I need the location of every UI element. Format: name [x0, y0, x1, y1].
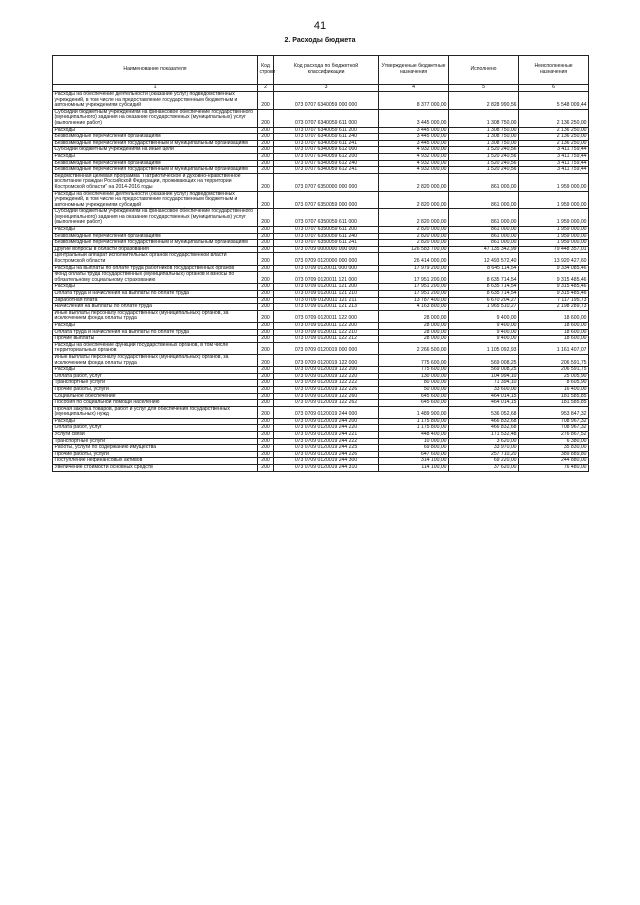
row-approved: 17 979 200,00	[379, 265, 449, 272]
row-name: Прочая закупка товаров, работ и услуг для обеспечения государственных (муниципальных) нужд	[53, 406, 258, 418]
row-approved: 1 175 800,00	[379, 418, 449, 425]
row-name: Другие вопросы в области образования	[53, 246, 258, 253]
table-row	[53, 253, 589, 265]
row-name: Фонд оплаты труда государственных (муниципальных) органов и взносы по обязательному социальному страхованию	[53, 272, 258, 284]
row-approved: 448 400,00	[379, 432, 449, 439]
row-unexecuted: 6 380,00	[519, 438, 589, 445]
row-budget-code: 073 0709 0120019 244 221	[274, 432, 379, 439]
row-unexecuted: 2 136 250,00	[519, 140, 589, 147]
row-unexecuted: 276 867,52	[519, 432, 589, 439]
row-name: Заработная плата	[53, 297, 258, 304]
row-unexecuted: 18 600,00	[519, 322, 589, 329]
row-line-code: 200	[258, 233, 274, 240]
row-name: Расходы	[53, 153, 258, 160]
row-name: Пособия по социальной помощи населению	[53, 400, 258, 407]
row-unexecuted: 3 411 759,44	[519, 153, 589, 160]
row-line-code: 200	[258, 310, 274, 322]
row-name: Центральный аппарат исполнительных органов государственной власти Костромской области	[53, 253, 258, 265]
row-budget-code: 073 0707 6340059 611 241	[274, 140, 379, 147]
row-name: Иные выплаты персоналу государственных (муниципальных) органов, за исключением фонда оплаты труда	[53, 310, 258, 322]
row-budget-code: 073 0709 0120011 121 210	[274, 291, 379, 298]
row-executed: 33 970,00	[449, 445, 519, 452]
row-unexecuted: 2 198 289,73	[519, 304, 589, 311]
row-unexecuted: 1 959 000,00	[519, 227, 589, 234]
row-unexecuted: 7 117 195,73	[519, 297, 589, 304]
row-line-code: 200	[258, 400, 274, 407]
row-executed: 2 828 990,56	[449, 92, 519, 110]
row-name: Прочие работы, услуги	[53, 451, 258, 458]
row-unexecuted: 953 847,32	[519, 406, 589, 418]
row-line-code: 200	[258, 373, 274, 380]
row-unexecuted: 13 920 427,60	[519, 253, 589, 265]
row-line-code: 200	[258, 153, 274, 160]
row-budget-code: 073 0709 0120019 244 222	[274, 438, 379, 445]
row-budget-code: 073 0709 0120011 122 212	[274, 336, 379, 343]
row-executed: 1 520 240,56	[449, 153, 519, 160]
row-executed: 464 014,15	[449, 400, 519, 407]
row-line-code: 200	[258, 386, 274, 393]
row-name: Расходы на обеспечение деятельности (оказание услуг) подведомственных учреждений, в том числе на предоставление государственным бюджетным и автономным учреждениям субсидий	[53, 191, 258, 209]
row-unexecuted: 244 880,00	[519, 458, 589, 465]
row-unexecuted: 206 591,75	[519, 367, 589, 374]
table-row	[53, 209, 589, 227]
row-executed: 1 308 750,00	[449, 127, 519, 134]
row-approved: 10 000,00	[379, 438, 449, 445]
row-name: Расходы на выплаты по оплате труда работников государственных органов	[53, 265, 258, 272]
row-line-code: 200	[258, 92, 274, 110]
row-budget-code: 073 0709 0120019 000 000	[274, 342, 379, 354]
row-unexecuted: 9 315 485,46	[519, 284, 589, 291]
column-number: 3	[274, 85, 379, 92]
row-unexecuted: 18 600,00	[519, 329, 589, 336]
row-line-code: 200	[258, 458, 274, 465]
row-line-code: 200	[258, 329, 274, 336]
row-budget-code: 073 0707 6340059 612 000	[274, 147, 379, 154]
row-budget-code: 073 0707 6350059 000 000	[274, 191, 379, 209]
row-budget-code: 073 0709 0120019 244 226	[274, 451, 379, 458]
row-executed: 8 645 114,54	[449, 265, 519, 272]
row-approved: 17 951 200,00	[379, 284, 449, 291]
row-unexecuted: 1 959 000,00	[519, 209, 589, 227]
row-unexecuted: 79 448 357,01	[519, 246, 589, 253]
row-unexecuted: 9 315 485,46	[519, 291, 589, 298]
table-row	[53, 465, 589, 472]
row-executed: 1 965 510,27	[449, 304, 519, 311]
row-executed: 1 520 240,56	[449, 147, 519, 154]
row-line-code: 200	[258, 291, 274, 298]
row-executed: 1 308 750,00	[449, 140, 519, 147]
row-approved: 775 600,00	[379, 354, 449, 366]
row-approved: 17 951 200,00	[379, 291, 449, 298]
row-budget-code: 073 0709 0120019 244 000	[274, 406, 379, 418]
row-unexecuted: 1 959 000,00	[519, 240, 589, 247]
row-line-code: 200	[258, 246, 274, 253]
row-line-code: 200	[258, 109, 274, 127]
row-approved: 28 000,00	[379, 322, 449, 329]
row-budget-code: 073 0709 0120019 244 310	[274, 465, 379, 472]
row-approved: 314 100,00	[379, 458, 449, 465]
row-unexecuted: 8 605,90	[519, 380, 589, 387]
column-number: 1	[53, 85, 258, 92]
row-name: Увеличение стоимости основных средств	[53, 465, 258, 472]
row-approved: 3 445 000,00	[379, 134, 449, 141]
row-unexecuted: 206 591,75	[519, 354, 589, 366]
row-budget-code: 073 0709 0120019 122 260	[274, 393, 379, 400]
row-executed: 104 994,10	[449, 373, 519, 380]
row-name: Безвозмездные перечисления государственным и муниципальным организациям	[53, 167, 258, 174]
row-unexecuted: 3 411 759,44	[519, 147, 589, 154]
row-executed: 8 635 714,54	[449, 272, 519, 284]
row-approved: 2 820 000,00	[379, 240, 449, 247]
row-executed: 9 400,00	[449, 322, 519, 329]
row-budget-code: 073 0709 0120019 122 262	[274, 400, 379, 407]
row-budget-code: 073 0707 6340059 612 200	[274, 153, 379, 160]
row-executed: 8 635 714,54	[449, 284, 519, 291]
page-number: 41	[313, 20, 327, 32]
row-name: Оплата работ, услуг	[53, 425, 258, 432]
row-line-code: 200	[258, 336, 274, 343]
row-line-code: 200	[258, 425, 274, 432]
row-budget-code: 073 0707 6340059 611 240	[274, 134, 379, 141]
header-unexecuted: Неисполненные назначения	[519, 56, 589, 85]
row-approved: 28 000,00	[379, 310, 449, 322]
row-line-code: 200	[258, 191, 274, 209]
row-line-code: 200	[258, 304, 274, 311]
row-line-code: 200	[258, 160, 274, 167]
row-unexecuted: 16 400,00	[519, 386, 589, 393]
row-unexecuted: 5 548 009,44	[519, 92, 589, 110]
row-approved: 26 414 000,00	[379, 253, 449, 265]
row-approved: 2 820 000,00	[379, 173, 449, 191]
header-approved: Утвержденные бюджетные назначения	[379, 56, 449, 85]
row-name: Безвозмездные перечисления государственным и муниципальным организациям	[53, 240, 258, 247]
row-approved: 69 800,00	[379, 445, 449, 452]
row-approved: 2 820 000,00	[379, 233, 449, 240]
row-approved: 17 951 200,00	[379, 272, 449, 284]
row-line-code: 200	[258, 134, 274, 141]
row-approved: 28 000,00	[379, 336, 449, 343]
row-name: Расходы	[53, 418, 258, 425]
row-name: Расходы	[53, 322, 258, 329]
row-executed: 257 710,20	[449, 451, 519, 458]
row-executed: 6 670 204,27	[449, 297, 519, 304]
row-budget-code: 073 0707 6350059 611 000	[274, 209, 379, 227]
row-approved: 2 820 000,00	[379, 191, 449, 209]
row-executed: 47 135 342,99	[449, 246, 519, 253]
table-row	[53, 92, 589, 110]
row-executed: 33 600,00	[449, 386, 519, 393]
row-line-code: 200	[258, 322, 274, 329]
table-row	[53, 310, 589, 322]
table-row	[53, 173, 589, 191]
row-approved: 645 600,00	[379, 393, 449, 400]
row-approved: 4 932 000,00	[379, 160, 449, 167]
row-line-code: 200	[258, 227, 274, 234]
row-unexecuted: 2 136 250,00	[519, 134, 589, 141]
row-approved: 8 377 000,00	[379, 92, 449, 110]
row-name: Расходы на обеспечение деятельности (оказание услуг) подведомственных учреждений, в том числе на предоставление государственным бюджетным и автономным учреждениям субсидий	[53, 92, 258, 110]
column-number: 6	[519, 85, 589, 92]
row-budget-code: 073 0709 0120019 244 300	[274, 458, 379, 465]
table-header-row	[53, 56, 589, 85]
row-budget-code: 073 0709 0120019 122 000	[274, 354, 379, 366]
row-name: Расходы	[53, 127, 258, 134]
row-line-code: 200	[258, 173, 274, 191]
row-unexecuted: 1 959 000,00	[519, 173, 589, 191]
row-line-code: 200	[258, 147, 274, 154]
row-line-code: 200	[258, 406, 274, 418]
row-line-code: 200	[258, 167, 274, 174]
row-line-code: 200	[258, 465, 274, 472]
row-executed: 464 014,15	[449, 393, 519, 400]
row-line-code: 200	[258, 265, 274, 272]
row-line-code: 200	[258, 240, 274, 247]
row-approved: 114 100,00	[379, 465, 449, 472]
row-executed: 9 400,00	[449, 336, 519, 343]
row-budget-code: 073 0709 0000000 000 000	[274, 246, 379, 253]
header-line-code: Код строки	[258, 56, 274, 85]
row-budget-code: 073 0709 0120019 122 222	[274, 380, 379, 387]
table-row	[53, 406, 589, 418]
row-line-code: 200	[258, 284, 274, 291]
row-line-code: 200	[258, 432, 274, 439]
row-name: Транспортные услуги	[53, 380, 258, 387]
table-row	[53, 386, 589, 393]
row-unexecuted: 708 967,32	[519, 425, 589, 432]
row-budget-code: 073 0709 0120019 244 225	[274, 445, 379, 452]
column-number: 5	[449, 85, 519, 92]
row-executed: 861 000,00	[449, 233, 519, 240]
row-line-code: 200	[258, 140, 274, 147]
row-executed: 1 520 240,56	[449, 160, 519, 167]
row-approved: 3 445 000,00	[379, 127, 449, 134]
row-name: Транспортные услуги	[53, 438, 258, 445]
row-unexecuted: 9 334 085,46	[519, 265, 589, 272]
row-name: Оплата труда и начисления на выплаты по оплате труда	[53, 329, 258, 336]
row-name: Ведомственная целевая программа "Патриотическое и духовно-нравственное воспитание граждан Российской Федерации, проживающих на территории Костромской области" на 2014-2016 годы	[53, 173, 258, 191]
row-executed: 861 000,00	[449, 209, 519, 227]
row-unexecuted: 1 959 000,00	[519, 191, 589, 209]
row-executed: 12 493 572,40	[449, 253, 519, 265]
row-unexecuted: 76 480,00	[519, 465, 589, 472]
row-line-code: 200	[258, 354, 274, 366]
header-budget-code: Код расхода по бюджетной классификации	[274, 56, 379, 85]
row-line-code: 200	[258, 438, 274, 445]
row-budget-code: 073 0707 6350059 611 240	[274, 233, 379, 240]
table-row	[53, 191, 589, 209]
row-budget-code: 073 0707 6350000 000 000	[274, 173, 379, 191]
row-unexecuted: 181 585,85	[519, 400, 589, 407]
row-unexecuted: 18 600,00	[519, 310, 589, 322]
row-approved: 4 163 800,00	[379, 304, 449, 311]
row-executed: 569 008,25	[449, 354, 519, 366]
row-approved: 2 266 500,00	[379, 342, 449, 354]
row-unexecuted: 389 889,80	[519, 451, 589, 458]
row-budget-code: 073 0709 0120000 000 000	[274, 253, 379, 265]
row-executed: 37 620,00	[449, 465, 519, 472]
row-approved: 4 932 000,00	[379, 167, 449, 174]
row-name: Расходы	[53, 284, 258, 291]
row-unexecuted: 2 136 250,00	[519, 127, 589, 134]
row-approved: 80 000,00	[379, 380, 449, 387]
row-executed: 171 532,48	[449, 432, 519, 439]
row-approved: 775 600,00	[379, 367, 449, 374]
row-line-code: 200	[258, 451, 274, 458]
row-approved: 3 445 000,00	[379, 140, 449, 147]
row-budget-code: 073 0709 0120019 122 220	[274, 373, 379, 380]
row-name: Поступление нефинансовых активов	[53, 458, 258, 465]
column-number: 2	[258, 85, 274, 92]
row-line-code: 200	[258, 253, 274, 265]
row-budget-code: 073 0707 6350059 611 241	[274, 240, 379, 247]
row-unexecuted: 18 600,00	[519, 336, 589, 343]
row-line-code: 200	[258, 297, 274, 304]
row-name: Субсидии бюджетным учреждениям на финансовое обеспечение государственного (муниципального) задания на оказание государственных (муниципальных) услуг (выполнение работ)	[53, 109, 258, 127]
row-executed: 1 520 240,56	[449, 167, 519, 174]
row-name: Иные выплаты персоналу государственных (муниципальных) органов, за исключением фонда оплаты труда	[53, 354, 258, 366]
row-budget-code: 073 0709 0120011 121 200	[274, 284, 379, 291]
row-unexecuted: 9 315 485,46	[519, 272, 589, 284]
row-approved: 4 932 000,00	[379, 147, 449, 154]
row-line-code: 200	[258, 127, 274, 134]
row-approved: 647 600,00	[379, 451, 449, 458]
row-name: Субсидии бюджетным учреждениям на финансовое обеспечение государственного (муниципального) задания на оказание государственных (муниципальных) услуг (выполнение работ)	[53, 209, 258, 227]
row-line-code: 200	[258, 445, 274, 452]
row-approved: 50 000,00	[379, 386, 449, 393]
row-line-code: 200	[258, 367, 274, 374]
row-executed: 861 000,00	[449, 191, 519, 209]
row-name: Работы, услуги по содержанию имущества	[53, 445, 258, 452]
row-line-code: 200	[258, 418, 274, 425]
row-executed: 861 000,00	[449, 227, 519, 234]
row-unexecuted: 35 830,00	[519, 445, 589, 452]
row-name: Начисления на выплаты по оплате труда	[53, 304, 258, 311]
header-executed: Исполнено	[449, 56, 519, 85]
row-budget-code: 073 0707 6340059 612 240	[274, 160, 379, 167]
row-name: Прочие работы, услуги	[53, 386, 258, 393]
row-name: Расходы	[53, 367, 258, 374]
row-unexecuted: 3 411 759,44	[519, 167, 589, 174]
row-budget-code: 073 0707 6340059 611 200	[274, 127, 379, 134]
row-name: Услуги связи	[53, 432, 258, 439]
column-number: 4	[379, 85, 449, 92]
row-unexecuted: 708 967,32	[519, 418, 589, 425]
row-executed: 861 000,00	[449, 240, 519, 247]
row-executed: 536 052,68	[449, 406, 519, 418]
row-executed: 1 105 092,93	[449, 342, 519, 354]
row-approved: 13 787 400,00	[379, 297, 449, 304]
row-budget-code: 073 0709 0120011 122 210	[274, 329, 379, 336]
row-executed: 1 308 750,00	[449, 109, 519, 127]
row-name: Расходы на обеспечение функций государственных органов, в том числе территориальных органов	[53, 342, 258, 354]
row-budget-code: 073 0709 0120011 000 000	[274, 265, 379, 272]
row-approved: 1 175 800,00	[379, 425, 449, 432]
row-name: Прочие выплаты	[53, 336, 258, 343]
row-executed: 9 400,00	[449, 329, 519, 336]
row-budget-code: 073 0709 0120019 244 220	[274, 425, 379, 432]
row-budget-code: 073 0709 0120011 122 000	[274, 310, 379, 322]
row-line-code: 200	[258, 393, 274, 400]
row-approved: 28 000,00	[379, 329, 449, 336]
section-title: 2. Расходы бюджета	[284, 37, 356, 44]
row-budget-code: 073 0707 6340059 612 241	[274, 167, 379, 174]
row-executed: 1 308 750,00	[449, 134, 519, 141]
row-budget-code: 073 0709 0120011 121 000	[274, 272, 379, 284]
row-name: Безвозмездные перечисления государственным и муниципальным организациям	[53, 140, 258, 147]
row-executed: 8 635 714,54	[449, 291, 519, 298]
row-executed: 9 400,00	[449, 310, 519, 322]
row-unexecuted: 1 161 407,07	[519, 342, 589, 354]
row-name: Социальное обеспечение	[53, 393, 258, 400]
table-row	[53, 109, 589, 127]
row-approved: 3 445 000,00	[379, 109, 449, 127]
row-executed: 466 832,68	[449, 418, 519, 425]
row-executed: 71 394,10	[449, 380, 519, 387]
row-budget-code: 073 0707 6340059 000 000	[274, 92, 379, 110]
row-unexecuted: 3 411 759,44	[519, 160, 589, 167]
row-name: Субсидии бюджетным учреждениям на иные цели	[53, 147, 258, 154]
row-budget-code: 073 0709 0120019 122 226	[274, 386, 379, 393]
row-budget-code: 073 0709 0120011 122 200	[274, 322, 379, 329]
row-name: Безвозмездные перечисления организациям	[53, 134, 258, 141]
row-unexecuted: 1 959 000,00	[519, 233, 589, 240]
row-executed: 569 008,25	[449, 367, 519, 374]
table-row	[53, 272, 589, 284]
row-approved: 2 820 000,00	[379, 227, 449, 234]
table-row	[53, 342, 589, 354]
table-row	[53, 354, 589, 366]
row-approved: 1 489 900,00	[379, 406, 449, 418]
row-approved: 4 932 000,00	[379, 153, 449, 160]
row-name: Оплата труда и начисления на выплаты по оплате труда	[53, 291, 258, 298]
row-line-code: 200	[258, 342, 274, 354]
row-unexecuted: 181 585,85	[519, 393, 589, 400]
row-budget-code: 073 0709 0120019 122 200	[274, 367, 379, 374]
row-name: Безвозмездные перечисления организациям	[53, 160, 258, 167]
row-budget-code: 073 0709 0120019 244 200	[274, 418, 379, 425]
row-executed: 861 000,00	[449, 173, 519, 191]
row-budget-code: 073 0707 6350059 611 200	[274, 227, 379, 234]
expenses-table	[52, 55, 589, 472]
row-approved: 126 583 700,00	[379, 246, 449, 253]
row-budget-code: 073 0709 0120011 121 211	[274, 297, 379, 304]
row-unexecuted: 25 005,90	[519, 373, 589, 380]
row-executed: 466 832,68	[449, 425, 519, 432]
row-approved: 2 820 000,00	[379, 209, 449, 227]
row-budget-code: 073 0709 0120011 121 213	[274, 304, 379, 311]
row-approved: 645 600,00	[379, 400, 449, 407]
row-name: Безвозмездные перечисления организациям	[53, 233, 258, 240]
row-unexecuted: 2 136 250,00	[519, 109, 589, 127]
row-budget-code: 073 0707 6340059 611 000	[274, 109, 379, 127]
row-executed: 3 620,00	[449, 438, 519, 445]
row-line-code: 200	[258, 272, 274, 284]
table-body	[53, 92, 589, 472]
header-indicator-name: Наименование показателя	[53, 56, 258, 85]
row-name: Расходы	[53, 227, 258, 234]
row-line-code: 200	[258, 209, 274, 227]
row-line-code: 200	[258, 380, 274, 387]
row-name: Оплата работ, услуг	[53, 373, 258, 380]
row-executed: 69 220,00	[449, 458, 519, 465]
row-approved: 130 000,00	[379, 373, 449, 380]
